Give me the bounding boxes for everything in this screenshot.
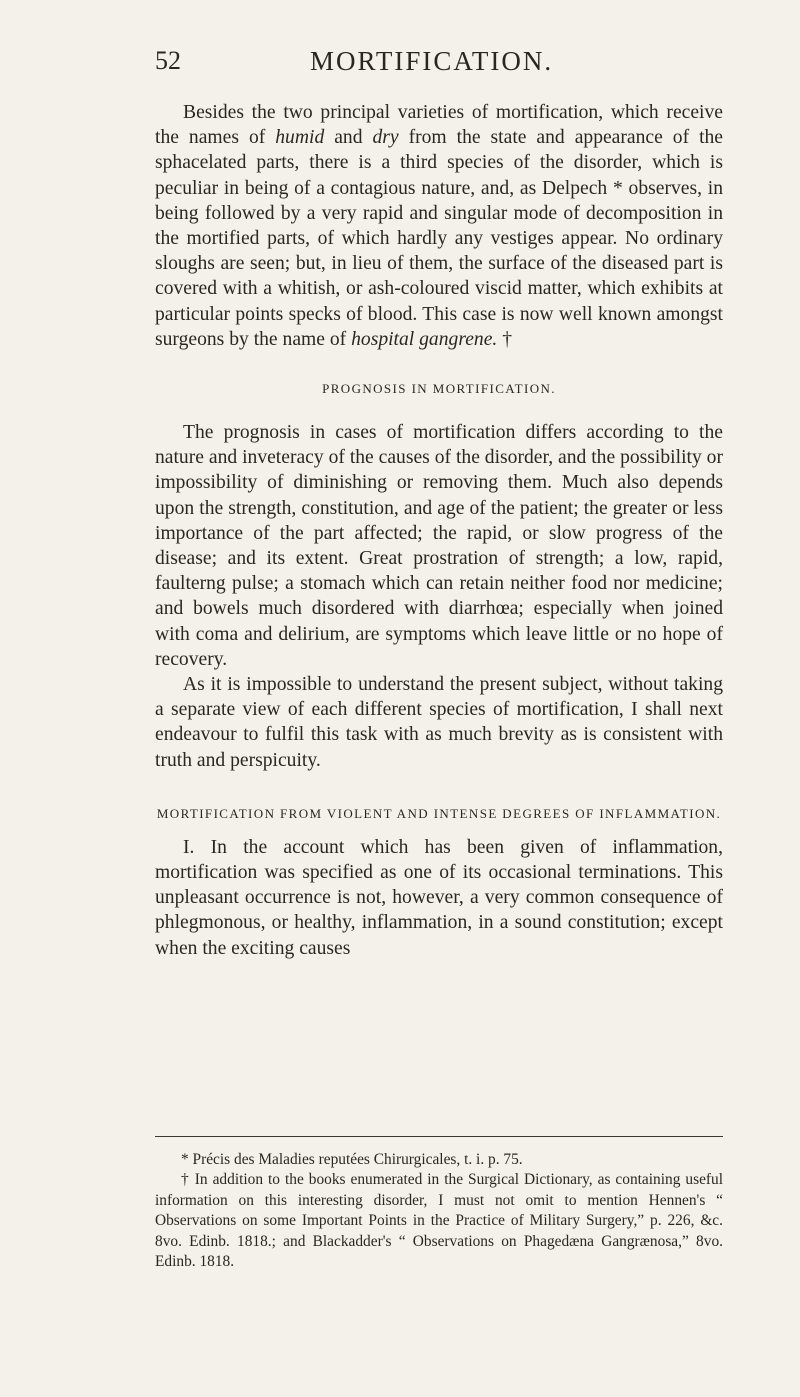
term-humid: humid bbox=[275, 127, 325, 149]
paragraph-species: As it is impossible to understand the present subject, without taking a separate view of each different species of mortification, I shall next endeavour to fulfil this task with as much brevity as is consistent with truth and perspicuity. bbox=[155, 674, 723, 771]
footnote-books: † In addition to the books enumerated in the Surgical Dictionary, as containing useful information on this interesting disorder, I must not omit to mention Hennen's “ Observations on some Important Points in the Practice of Military Surgery,” p. 226, &c. 8vo. Edinb. 1818.; and Blackadder's “ Observations on Phagedæna Gangrænosa,” 8vo. Edinb. 1818. bbox=[155, 1171, 723, 1271]
term-hospital-gangrene: hospital gangrene. bbox=[351, 328, 498, 350]
p1-text-b: and bbox=[324, 127, 373, 149]
p1-text-c: from the state and appearance of the sphacelated parts, there is a third species of the disorder, which is peculiar in being of a contagious nature, and, as Delpech * observes, in being followed by a very rapid and singular mode of decomposition in the mortified parts, of which hardly any vestiges appear. No ordinary sloughs are seen; but, in lieu of them, the surface of the diseased part is covered with a whitish, or ash-coloured viscid matter, which exhibits at particular points specks of blood. This case is now well known amongst surgeons by the name of bbox=[155, 127, 724, 350]
footnotes bbox=[155, 1150, 723, 1272]
footnote-ref-dagger: † bbox=[497, 328, 513, 350]
paragraph-hospital-gangrene bbox=[155, 100, 723, 352]
term-dry: dry bbox=[372, 127, 399, 149]
section-heading-violent-inflammation: MORTIFICATION FROM VIOLENT AND INTENSE DEGREES OF INFLAMMATION. bbox=[156, 805, 722, 821]
section-heading-prognosis: PROGNOSIS IN MORTIFICATION. bbox=[322, 381, 556, 397]
footnote-delpech: * Précis des Maladies reputées Chirurgicales, t. i. p. 75. bbox=[181, 1151, 523, 1168]
running-head: MORTIFICATION. bbox=[310, 46, 554, 76]
p1-text-a: Besides the two principal varieties of mortification, which receive the names of bbox=[155, 102, 723, 149]
paragraph-inflammation: I. In the account which has been given of inflammation, mortification was specified as one of its occasional terminations. This unpleasant occurrence is not, however, a very common consequence of phlegmonous, or healthy, inflammation, in a sound constitution; except when the exciting causes bbox=[155, 836, 723, 959]
page-number: 52 bbox=[155, 46, 181, 75]
body-text bbox=[155, 100, 723, 961]
footnote-divider bbox=[155, 1136, 723, 1137]
paragraph-prognosis: The prognosis in cases of mortification differs according to the nature and inveteracy of the causes of the disorder, and the possibility or impossibility of diminishing or removing them. Much also depends upon the strength, constitution, and age of the patient; the greater or less importance of the part affected; the rapid, or slow progress of the disease; and its extent. Great prostration of strength; a low, rapid, faulterng pulse; a stomach which can retain neither food nor medicine; and bowels much disordered with diarrhœa; especially when joined with coma and delirium, are symptoms which leave little or no hope of recovery. bbox=[155, 422, 723, 670]
